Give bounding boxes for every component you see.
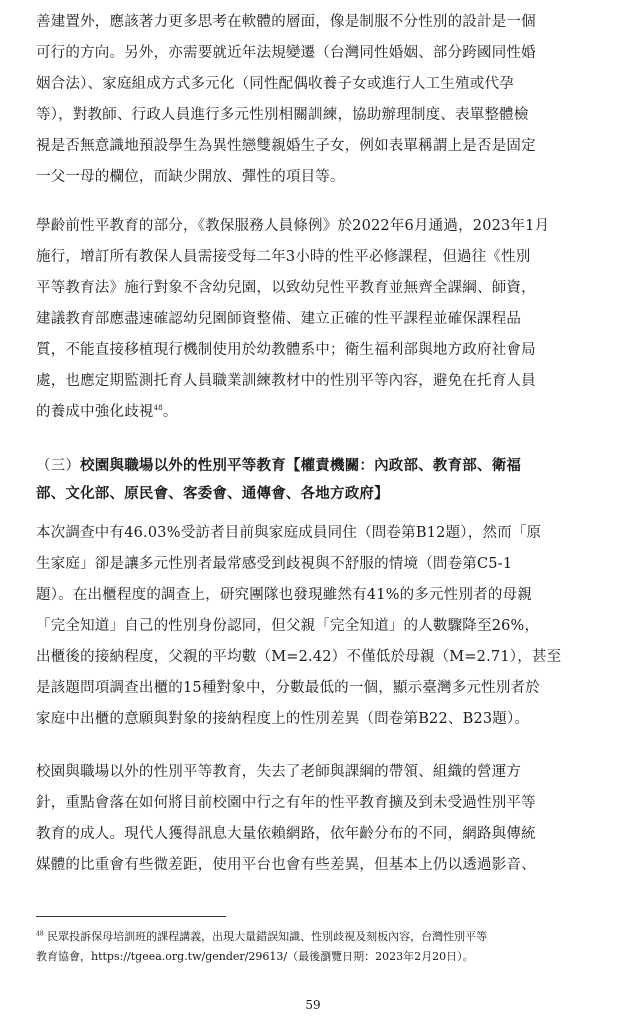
section-title: 校園與職場以外的性別平等教育【權責機關：內政部、教育部、衛福 (80, 457, 522, 474)
text-line: 視是否無意識地預設學生為異性戀雙親婚生子女，例如表單稱謂上是否是固定 (36, 138, 536, 154)
text-line: 本次調查中有46.03%受訪者目前與家庭成員同住（問卷第B12題），然而「原 (36, 525, 542, 541)
text-line: 家庭中出櫃的意願與對象的接納程度上的性別差異（問卷第B22、B23題）。 (36, 711, 530, 727)
footnote-reference[interactable]: 48 (153, 404, 163, 413)
paragraph-family-survey (36, 518, 596, 735)
text-fragment: 。 (162, 404, 178, 420)
heading-line-2: 部、文化部、原民會、客委會、通傳會、各地方政府】 (36, 485, 389, 502)
section-number: （三） (36, 458, 81, 474)
text-line: 建議教育部應盡速確認幼兒園師資整備、建立正確的性平課程並確保課程品 (36, 311, 522, 327)
text-line: 針，重點會落在如何將目前校園中行之有年的性平教育擴及到未受過性別平等 (36, 795, 536, 811)
text-line: 質，不能直接移植現行機制使用於幼教體系中；衛生福利部與地方政府社會局 (36, 342, 536, 358)
text-line: 生家庭」卻是讓多元性別者最常感受到歧視與不舒服的情境（問卷第C5-1 (36, 556, 513, 572)
section-heading (36, 452, 596, 508)
page-number: 59 (305, 998, 321, 1012)
text-fragment: 的養成中強化歧視 (36, 404, 154, 420)
text-line: 出櫃後的接納程度，父親的平均數（M=2.42）不僅低於母親（M=2.71），甚至 (36, 649, 562, 665)
text-line: 媒體的比重會有些微差距，使用平台也會有些差異，但基本上仍以透過影音、 (36, 857, 536, 873)
text-line: 「完全知道」自己的性別身份認同，但父親「完全知道」的人數驟降至26%， (36, 618, 540, 634)
footnote-line-1 (36, 927, 596, 947)
heading-line-1 (36, 452, 596, 480)
text-line: 平等教育法》施行對象不含幼兒園，以致幼兒性平教育並無齊全課綱、師資， (36, 280, 536, 296)
footnote-divider (36, 916, 226, 917)
text-line: 處，也應定期監測托育人員職業訓練教材中的性別平等內容，避免在托育人員 (36, 373, 536, 389)
text-line: 可行的方向。另外，亦需要就近年法規變遷（台灣同性婚姻、部分跨國同性婚 (36, 45, 536, 61)
footnote (36, 927, 596, 967)
text-line: 題）。在出櫃程度的調查上，研究團隊也發現雖然有41%的多元性別者的母親 (36, 587, 532, 603)
footnote-line-2[interactable]: 教育協會，https://tgeea.org.tw/gender/29613/（最後瀏覽日期：2023年2月20日）。 (36, 950, 474, 963)
text-line: 校園與職場以外的性別平等教育，失去了老師與課綱的帶領、組織的營運方 (36, 764, 522, 780)
text-line: 教育的成人。現代人獲得訊息大量依賴網路，依年齡分布的不同，網路與傳統 (36, 826, 536, 842)
text-line: 施行，增訂所有教保人員需接受每二年3小時的性平必修課程，但過往《性別 (36, 249, 531, 265)
paragraph-adult-education (36, 757, 596, 881)
text-line: 一父一母的欄位，而缺少開放、彈性的項目等。 (36, 169, 345, 185)
text-line: 姻合法）、家庭組成方式多元化（同性配偶收養子女或進行人工生殖或代孕 (36, 76, 514, 92)
footnote-mark: 48 (36, 930, 44, 938)
paragraph-facilities (36, 7, 596, 193)
text-line: 等），對教師、行政人員進行多元性別相關訓練，協助辦理制度、表單整體檢 (36, 107, 529, 123)
text-line: 學齡前性平教育的部分，《教保服務人員條例》於2022年6月通過，2023年1月 (36, 218, 550, 234)
text-line: 善建置外，應該著力更多思考在軟體的層面，像是制服不分性別的設計是一個 (36, 14, 536, 30)
paragraph-preschool (36, 211, 596, 428)
text-line: 是該題問項調查出櫃的15種對象中，分數最低的一個，顯示臺灣多元性別者於 (36, 680, 540, 696)
footnote-text: 民眾投訴保母培訓班的課程講義，出現大量錯誤知識、性別歧視及刻板內容，台灣性別平等 (47, 930, 488, 943)
text-line (36, 397, 596, 428)
